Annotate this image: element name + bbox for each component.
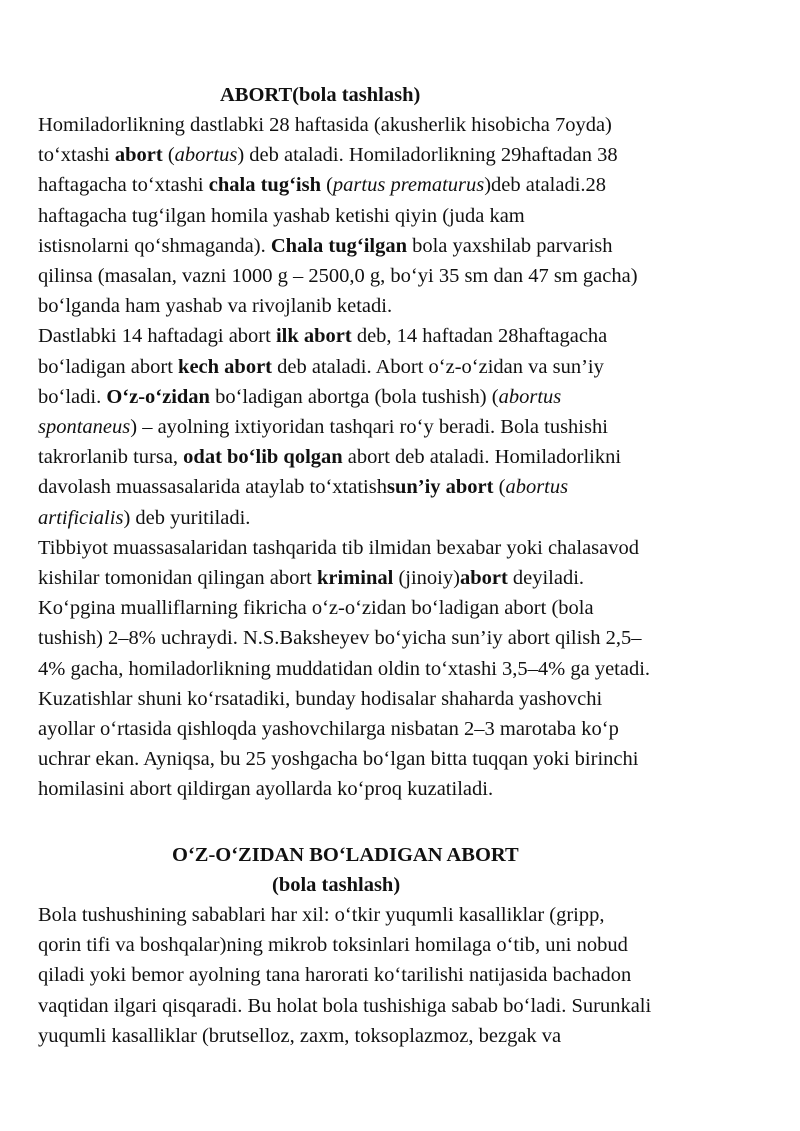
term-bold: abort bbox=[114, 144, 163, 167]
text-line: Kuzatishlar shuni ko‘rsatadiki, bunday hodisalar shaharda yashovchi bbox=[38, 687, 603, 710]
text-line: to‘xtashi abort (abortus) deb ataladi. Homiladorlikning 29haftadan 38 bbox=[38, 144, 618, 167]
text-line: yuqumli kasalliklar (brutselloz, zaxm, toksoplazmoz, bezgak va bbox=[38, 1024, 562, 1047]
text-line: kishilar tomonidan qilingan abort kriminal (jinoiy)abort deyiladi. bbox=[38, 567, 585, 590]
term-latin: abortus bbox=[505, 476, 569, 499]
term-bold: abort bbox=[459, 567, 508, 590]
text-line: qorin tifi va boshqalar)ning mikrob toksinlari homilaga o‘tib, uni nobud bbox=[38, 934, 628, 957]
text-line: Dastlabki 14 haftadagi abort ilk abort deb, 14 haftadan 28haftagacha bbox=[38, 325, 608, 348]
text-line: istisnolarni qo‘shmaganda). Chala tug‘ilgan bola yaxshilab parvarish bbox=[38, 234, 613, 257]
body-text-bottom bbox=[38, 900, 778, 1051]
term-latin: partus prematurus bbox=[332, 174, 485, 197]
term-bold: kech abort bbox=[178, 355, 272, 378]
text-line: Bola tushushining sabablari har xil: o‘tkir yuqumli kasalliklar (gripp, bbox=[38, 904, 605, 926]
term-bold: chala tug‘ish bbox=[208, 174, 321, 197]
text-line: qilinsa (masalan, vazni 1000 g – 2500,0 g, bo‘yi 35 sm dan 47 sm gacha) bbox=[38, 265, 638, 288]
text-line: haftagacha to‘xtashi chala tug‘ish (partus prematurus)deb ataladi.28 bbox=[38, 174, 607, 197]
text-line: qiladi yoki bemor ayolning tana harorati ko‘tarilishi natijasida bachadon bbox=[38, 964, 632, 987]
section-heading: O‘Z-O‘ZIDAN BO‘LADIGAN ABORT bbox=[172, 844, 519, 866]
term-bold: kriminal bbox=[316, 567, 394, 590]
paragraph-causes bbox=[38, 900, 778, 1051]
term-latin: spontaneus bbox=[38, 416, 131, 439]
paragraph-statistics bbox=[38, 533, 778, 805]
text-line: spontaneus) – ayolning ixtiyoridan tashqari ro‘y beradi. Bola tushishi bbox=[38, 416, 608, 439]
text-line: artificialis) deb yuritiladi. bbox=[38, 506, 251, 529]
term-bold: ilk abort bbox=[275, 325, 352, 348]
text-line: bo‘ladigan abort kech abort deb ataladi. Abort o‘z-o‘zidan va sun’iy bbox=[38, 355, 604, 378]
text-line: ayollar o‘rtasida qishloqda yashovchilarga nisbatan 2–3 marotaba ko‘p bbox=[38, 718, 619, 741]
paragraph-abort-types bbox=[38, 321, 778, 532]
term-bold: Chala tug‘ilgan bbox=[270, 234, 407, 257]
term-bold: sun’iy abort bbox=[386, 476, 494, 499]
term-latin: abortus bbox=[498, 385, 562, 408]
text-line: haftagacha tug‘ilgan homila yashab ketishi qiyin (juda kam bbox=[38, 204, 525, 227]
text-line: takrorlanib tursa, odat bo‘lib qolgan abort deb ataladi. Homiladorlikni bbox=[38, 446, 622, 469]
term-bold: O‘z-o‘zidan bbox=[106, 385, 210, 408]
body-text-top bbox=[38, 110, 778, 805]
section-subheading: (bola tashlash) bbox=[272, 874, 401, 896]
text-line: homilasini abort qildirgan ayollarda ko‘proq kuzatiladi. bbox=[38, 778, 494, 801]
paragraph-definitions bbox=[38, 110, 778, 321]
text-line: Ko‘pgina mualliflarning fikricha o‘z-o‘zidan bo‘ladigan abort (bola bbox=[38, 597, 594, 620]
text-line: 4% gacha, homiladorlikning muddatidan oldin to‘xtashi 3,5–4% ga yetadi. bbox=[38, 657, 651, 680]
text-line: vaqtidan ilgari qisqaradi. Bu holat bola tushishiga sabab bo‘ladi. Surunkali bbox=[38, 994, 652, 1017]
term-bold: odat bo‘lib qolgan bbox=[183, 446, 343, 469]
text-line: tushish) 2–8% uchraydi. N.S.Baksheyev bo‘yicha sun’iy abort qilish 2,5– bbox=[38, 627, 642, 650]
text-line: Tibbiyot muassasalaridan tashqarida tib ilmidan bexabar yoki chalasavod bbox=[38, 536, 640, 559]
term-latin: abortus bbox=[174, 144, 238, 167]
text-line: Homiladorlikning dastlabki 28 haftasida (akusherlik hisobicha 7oyda) bbox=[38, 114, 612, 136]
main-heading: ABORT(bola tashlash) bbox=[220, 84, 421, 106]
text-line: uchrar ekan. Ayniqsa, bu 25 yoshgacha bo‘lgan bitta tuqqan yoki birinchi bbox=[38, 748, 639, 771]
text-line: davolash muassasalarida ataylab to‘xtatishsun’iy abort (abortus bbox=[38, 476, 569, 499]
text-line: bo‘lganda ham yashab va rivojlanib ketadi. bbox=[38, 295, 393, 318]
term-latin: artificialis bbox=[38, 506, 124, 529]
text-line: bo‘ladi. O‘z-o‘zidan bo‘ladigan abortga (bola tushish) (abortus bbox=[38, 385, 562, 408]
